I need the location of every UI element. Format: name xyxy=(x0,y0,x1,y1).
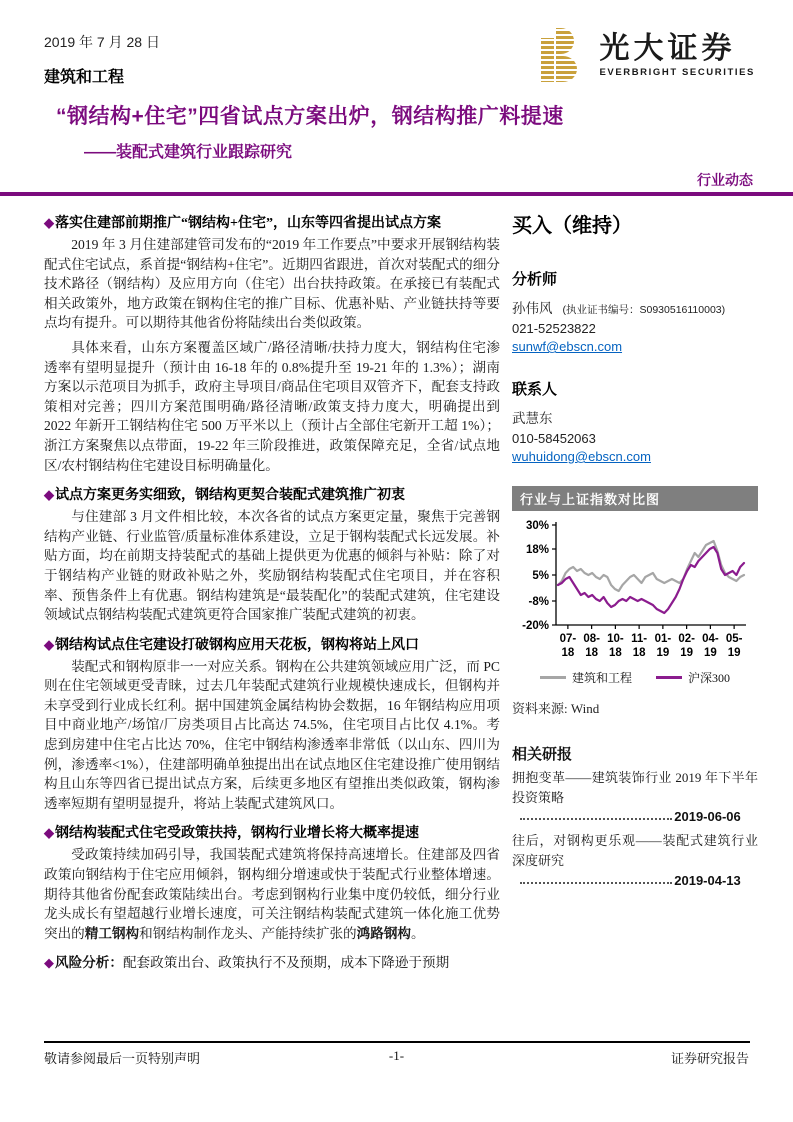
svg-text:19: 19 xyxy=(656,647,670,659)
related-report-title: 拥抱变革——建筑装饰行业 2019 年下半年投资策略 xyxy=(512,770,758,806)
sidebar xyxy=(512,203,758,895)
related-reports-heading: 相关研报 xyxy=(512,746,573,763)
related-report-date: 2019-06-06 xyxy=(674,809,741,825)
legend-label: 沪深300 xyxy=(688,671,731,685)
chart-legend xyxy=(512,669,758,686)
svg-text:11-: 11- xyxy=(631,633,648,645)
contact-phone: 010-58452063 xyxy=(512,431,596,446)
legend-item xyxy=(540,669,632,686)
diamond-bullet-icon: ◆ xyxy=(44,215,54,230)
section-heading xyxy=(44,484,500,504)
chart-title-bar: 行业与上证指数对比图 xyxy=(512,486,758,511)
paragraph: 具体来看，山东方案覆盖区域广/路径清晰/扶持力度大，钢结构住宅渗透率有望明显提升（预计由 16-18 年的 0.8%提升至 19-21 年的 1.3%）；湖南方案以示范项目为抓手，政府主导项目/商品住宅项目双管齐下，配套支持政策相对完善；四川方案范围明确/路径清晰/政策支持力度大，明确提出到 2022 年新开工钢结构住宅 500 万平米以上（预计占全部住宅新开工超 1%）；浙江方案聚焦以点带面，19-22 年三阶段推进，政策保障充足，全省/试点地区/农村钢结构住宅建设目标明确量化。 xyxy=(44,339,500,473)
section-heading-text: 落实住建部前期推广“钢结构+住宅”，山东等四省提出试点方案 xyxy=(55,216,441,231)
analyst-heading: 分析师 xyxy=(512,271,558,288)
report-date: 2019 年 7 月 28 日 xyxy=(44,34,160,50)
risk-text: 配套政策出台、政策执行不及预期，成本下降逊于预期 xyxy=(122,955,450,971)
svg-text:08-: 08- xyxy=(583,633,600,645)
related-report-item xyxy=(512,831,758,887)
analyst-name: 孙伟风 xyxy=(512,301,553,316)
section-heading xyxy=(44,634,500,654)
section-heading-text: 试点方案更务实细致，钢结构更契合装配式建筑推广初衷 xyxy=(55,488,405,504)
section-heading xyxy=(44,212,500,232)
contact-email-link[interactable] xyxy=(512,449,758,464)
related-report-daterow xyxy=(512,809,741,824)
svg-text:18%: 18% xyxy=(525,544,549,556)
diamond-bullet-icon: ◆ xyxy=(44,825,54,841)
related-report-date: 2019-04-13 xyxy=(674,872,741,888)
legend-label: 建筑和工程 xyxy=(571,671,632,685)
series-swatch xyxy=(656,676,682,679)
diamond-bullet-icon: ◆ xyxy=(44,955,54,971)
industry-label: 建筑和工程 xyxy=(44,69,125,86)
svg-text:19: 19 xyxy=(727,647,741,659)
svg-text:07-: 07- xyxy=(559,633,577,645)
data-source: 资料来源: Wind xyxy=(512,701,600,716)
svg-text:01-: 01- xyxy=(654,633,672,645)
footer-divider xyxy=(44,1041,750,1043)
svg-text:-20%: -20% xyxy=(522,620,549,632)
trend-chart xyxy=(512,517,752,669)
company-logo xyxy=(539,26,755,84)
paragraph: 2019 年 3 月住建部建管司发布的“2019 年工作要点”中要求开展钢结构装配式住宅试点，系首提“钢结构+住宅”。近期四省跟进，首次对装配式的细分技术路径（钢结构）及应用方向（住宅）出台扶持政策。在承接已有装配式相关政策外，地方政策在钢构住宅的推广目标、优惠补贴、产业链扶持等要点均有提升。可以期待其他省份将陆续出台类似政策。 xyxy=(44,237,500,331)
contact-heading: 联系人 xyxy=(512,381,558,398)
svg-text:5%: 5% xyxy=(532,570,549,582)
analyst-email-link[interactable] xyxy=(512,339,758,354)
svg-text:-8%: -8% xyxy=(528,596,549,608)
logo-cn-name: 光大证券 xyxy=(599,32,736,65)
analyst-cert: (执业证书编号：S0930516110003) xyxy=(562,304,726,316)
email-anchor[interactable]: wuhuidong@ebscn.com xyxy=(512,449,651,464)
report-subtitle: ——装配式建筑行业跟踪研究 xyxy=(84,144,293,161)
related-report-title: 往后，对钢构更乐观——装配式建筑行业深度研究 xyxy=(512,833,758,869)
svg-text:10-: 10- xyxy=(607,633,624,645)
svg-text:05-: 05- xyxy=(725,633,743,645)
related-report-item xyxy=(512,768,758,824)
footer-doc-type: 证券研究报告 xyxy=(670,1051,749,1066)
paragraph: 受政策持续加码引导，我国装配式建筑将保持高速增长。住建部及四省政策向钢结构于住宅应用倾斜，钢构细分增速或快于装配式行业整体增速。期待其他省份配套政策陆续出台。考虑到钢构行业集中度仍较低，细分行业龙头成长有望超越行业增长速度，可关注钢结构装配式建筑一体化施工优势突出的精工钢构和钢结构制作龙头、产能持续扩张的鸿路钢构。 xyxy=(44,847,500,941)
section-2 xyxy=(44,484,500,625)
analyst-line xyxy=(512,297,758,317)
main-column xyxy=(44,203,500,973)
paragraph: 与住建部 3 月文件相比较，本次各省的试点方案更定量，聚焦于完善钢结构产业链、行业监管/质量标准体系建设，立足于钢构装配式长远发展。补贴方面，均在前期支持装配式的基础上提供更为优惠的倾斜与补贴：除了对于钢结构产业链的财政补贴之外，奖励钢结构装配式住宅项目，并在容积率、预售条件上有优惠。钢结构建筑是“最装配化”的装配式建筑，住宅建设领域试点钢结构装配式建筑更符合国家推广装配式建筑的初衷。 xyxy=(44,509,500,623)
svg-text:02-: 02- xyxy=(678,633,695,645)
risk-label: 风险分析： xyxy=(55,955,123,971)
category-tag: 行业动态 xyxy=(697,172,753,188)
svg-text:18: 18 xyxy=(608,647,622,659)
everbright-logo-icon xyxy=(539,26,591,84)
svg-text:30%: 30% xyxy=(525,520,549,532)
purple-divider xyxy=(0,192,793,196)
related-report-daterow xyxy=(512,873,741,888)
svg-text:04-: 04- xyxy=(702,633,719,645)
logo-en-name: EVERBRIGHT SECURITIES xyxy=(599,67,755,78)
analyst-phone: 021-52523822 xyxy=(512,321,596,336)
section-4 xyxy=(44,822,500,943)
svg-text:18: 18 xyxy=(561,647,575,659)
svg-text:18: 18 xyxy=(632,647,646,659)
section-heading xyxy=(44,822,500,842)
logo-text xyxy=(599,32,755,78)
dotted-leader xyxy=(520,882,672,884)
contact-name: 武慧东 xyxy=(512,411,553,426)
section-heading-text: 钢结构试点住宅建设打破钢构应用天花板，钢构将站上风口 xyxy=(55,637,419,653)
diamond-bullet-icon: ◆ xyxy=(44,487,54,503)
svg-text:19: 19 xyxy=(703,647,717,659)
report-title: “钢结构+住宅”四省试点方案出炉，钢结构推广料提速 xyxy=(56,105,564,128)
diamond-bullet-icon: ◆ xyxy=(44,636,54,652)
risk-statement xyxy=(44,953,500,973)
index-comparison-chart xyxy=(512,486,758,717)
footer-disclaimer: 敬请参阅最后一页特别声明 xyxy=(44,1051,201,1066)
dotted-leader xyxy=(520,818,672,820)
section-3 xyxy=(44,634,500,814)
page-number: -1- xyxy=(388,1048,405,1063)
section-1 xyxy=(44,212,500,475)
svg-text:18: 18 xyxy=(585,647,599,659)
section-heading-text: 钢结构装配式住宅受政策扶持，钢构行业增长将大概率提速 xyxy=(55,826,419,842)
legend-item xyxy=(656,669,730,686)
series-swatch xyxy=(540,676,566,679)
svg-text:19: 19 xyxy=(680,647,694,659)
paragraph: 装配式和钢构原非一一对应关系。钢构在公共建筑领域应用广泛，而 PC 则在住宅领域更受青睐，过去几年装配式建筑行业规模快速成长，但钢构并未享受到行业成长红利。据中国建筑金属结构协会数据，16 年钢结构应用项目中商业地产/场馆/厂房类项目占比高达 74.5%，住宅项目占比仅 4.1%。考虑到房建中住宅占比达 70%，住宅中钢结构渗透率非常低（以山东、四川为例，渗透率<1%），住建部明确单独提出出在试点地区住宅建设推广使用钢结构且山东等四省已提出试点方案，后续更多地区有望推出类似政策，钢构渗透率短期有望明显提升，将站上装配式建筑风口。 xyxy=(44,658,500,811)
rating-badge: 买入（维持） xyxy=(512,215,632,237)
contact-line xyxy=(512,407,758,427)
email-anchor[interactable]: sunwf@ebscn.com xyxy=(512,339,623,354)
